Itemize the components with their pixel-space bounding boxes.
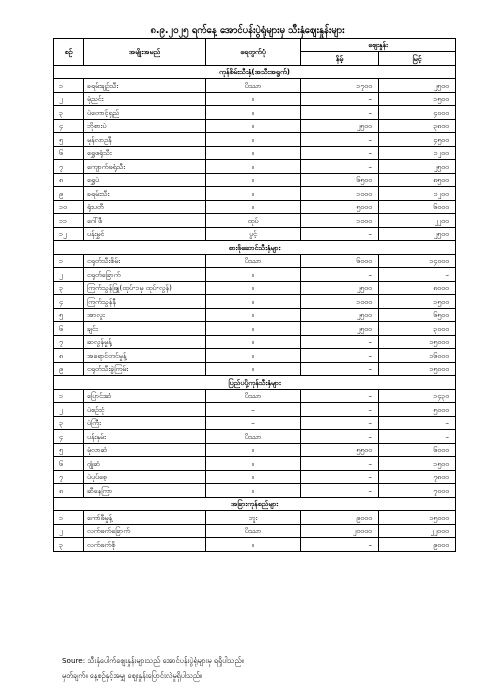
item-name: မုံညင်း <box>84 92 206 106</box>
row-number: ၆ <box>54 457 84 471</box>
table-row <box>54 484 456 498</box>
price-low: ၁၀၀၀ <box>301 214 379 228</box>
row-number: ၂ <box>54 524 84 538</box>
price-low: ၁၇၀၀ <box>301 79 379 93</box>
unit: ပိဿာ <box>206 389 301 403</box>
table-row <box>54 92 456 106</box>
price-high: ၁၅၀၀၀ <box>379 511 456 525</box>
item-name: ကျောက်ဖရုံသီး <box>84 160 206 174</box>
price-high: ၉၀၀၀ <box>379 538 456 552</box>
row-number: ၁ <box>54 254 84 268</box>
item-name: ပန်းနှမ်း <box>84 430 206 444</box>
item-name: ပန်းမွှင် <box>84 227 206 241</box>
table-row <box>54 470 456 484</box>
item-name: ပြောင်းဆံ <box>84 389 206 403</box>
unit: ။ <box>206 281 301 295</box>
price-high: ၄၀၀၀ <box>379 106 456 120</box>
price-table <box>53 38 456 552</box>
row-number: ၈ <box>54 349 84 363</box>
item-name: ပဲကြီး <box>84 416 206 430</box>
section-title: ပြည်ပပို့ကုန်သီးနှံများ <box>54 376 456 390</box>
price-low: – <box>301 146 379 160</box>
price-high: ၁၂၀၀ <box>379 146 456 160</box>
unit: ။ <box>206 200 301 214</box>
remark-line: မှတ်ချက်။ နေ့စဉ်နှင့်အမျှ ဈေးနှုန်းပြောင်းလဲမှုရှိပါသည်။ <box>62 671 203 680</box>
row-number: ၅ <box>54 443 84 457</box>
item-name: ကြက်သွန်ဖြူ(ထုပ်-၁မှ ထုပ်-လွန်) <box>84 281 206 295</box>
row-number: ၄ <box>54 119 84 133</box>
price-high: ၇၀၀၀ <box>379 484 456 498</box>
row-number: ၁ <box>54 79 84 93</box>
unit: ။ <box>206 335 301 349</box>
row-number: ၉ <box>54 362 84 376</box>
row-number: ၃ <box>54 106 84 120</box>
unit: ။ <box>206 538 301 552</box>
item-name: ဂေါ်ဖီ <box>84 214 206 228</box>
unit: ။ <box>206 295 301 309</box>
unit: ပွင့် <box>206 227 301 241</box>
item-name: ခရမ်းသီး <box>84 187 206 201</box>
unit: ဘူး <box>206 511 301 525</box>
row-number: ၂ <box>54 92 84 106</box>
item-name: ဂျုံဆံ <box>84 457 206 471</box>
table-row <box>54 173 456 187</box>
table-row <box>54 187 456 201</box>
unit: ။ <box>206 187 301 201</box>
table-row <box>54 524 456 538</box>
item-name: ကော်ဖီမှုန့် <box>84 511 206 525</box>
price-low: – <box>301 416 379 430</box>
price-low: – <box>301 92 379 106</box>
unit: ပိဿာ <box>206 79 301 93</box>
row-number: ၈ <box>54 484 84 498</box>
header-unit: ရေတွက်ပုံ <box>206 39 301 66</box>
price-high: ၁၄၃၀ <box>379 389 456 403</box>
price-high: ၆၀၀၀ <box>379 200 456 214</box>
item-name: ရွှေဖရုံသီး <box>84 146 206 160</box>
price-low: – <box>301 538 379 552</box>
row-number: ၁ <box>54 511 84 525</box>
table-row <box>54 349 456 363</box>
table-row <box>54 146 456 160</box>
row-number: ၁၂ <box>54 227 84 241</box>
price-high: ၅၀၀၀ <box>379 403 456 417</box>
item-name: ခရမ်းချဉ်သီး <box>84 79 206 93</box>
price-low: – <box>301 389 379 403</box>
item-name: မုံလာဆံ <box>84 443 206 457</box>
row-number: ၆ <box>54 322 84 336</box>
table-row <box>54 335 456 349</box>
price-low: ၅၀၀၀ <box>301 200 379 214</box>
item-name: ကြက်သွန်နီ <box>84 295 206 309</box>
unit: ။ <box>206 484 301 498</box>
unit: ။ <box>206 146 301 160</box>
section-row <box>54 241 456 255</box>
price-low: ၆၀၀၀ <box>301 254 379 268</box>
price-high: ၈၅၀၀ <box>379 173 456 187</box>
price-low: ၂၀၀၀၀ <box>301 524 379 538</box>
table-row <box>54 295 456 309</box>
price-high: ၂၅၀၀ <box>379 227 456 241</box>
header-row <box>54 39 456 52</box>
price-low: ၂၅၀၀ <box>301 308 379 322</box>
header-no: စဉ် <box>54 39 84 66</box>
price-low: – <box>301 484 379 498</box>
section-row <box>54 376 456 390</box>
section-row <box>54 497 456 511</box>
price-high: ၁၄၀၀၀ <box>379 254 456 268</box>
row-number: ၇ <box>54 335 84 349</box>
item-name: ငရုတ်ခြောက် <box>84 268 206 282</box>
price-low: ၂၅၀၀ <box>301 119 379 133</box>
unit: ။ <box>206 133 301 147</box>
table-row <box>54 119 456 133</box>
table-row <box>54 403 456 417</box>
price-high: – <box>379 416 456 430</box>
price-table-body <box>54 39 456 552</box>
row-number: ၄ <box>54 295 84 309</box>
price-high: ၂၂၀၀၀ <box>379 524 456 538</box>
section-title: အခြားကုန်စည်များ <box>54 497 456 511</box>
row-number: ၉ <box>54 187 84 201</box>
price-high: ၁၅၀၀ <box>379 92 456 106</box>
price-low: – <box>301 106 379 120</box>
price-low: ၉၀၀၀ <box>301 511 379 525</box>
row-number: ၁ <box>54 389 84 403</box>
price-low: – <box>301 470 379 484</box>
price-high: ၁၅၀၀၀ <box>379 362 456 376</box>
unit: ။ <box>206 308 301 322</box>
unit: ။ <box>206 443 301 457</box>
unit: ။ <box>206 322 301 336</box>
unit: ပိဿာ <box>206 524 301 538</box>
header-price: ဈေးနှုန်း <box>301 39 456 52</box>
header-name: အမျိုးအမည် <box>84 39 206 66</box>
unit: ။ <box>206 349 301 363</box>
header-low: နိမ့် <box>301 52 379 65</box>
unit: – <box>206 403 301 417</box>
unit: ပိဿာ <box>206 430 301 444</box>
table-row <box>54 443 456 457</box>
unit: ထုပ် <box>206 214 301 228</box>
row-number: ၃ <box>54 281 84 295</box>
item-name: အာလူး <box>84 308 206 322</box>
item-name: မုန်လာဥနီ <box>84 133 206 147</box>
price-high: ၂၅၀၀ <box>379 160 456 174</box>
price-high: ၇၈၀၀ <box>379 470 456 484</box>
price-low: – <box>301 430 379 444</box>
table-row <box>54 254 456 268</box>
table-row <box>54 133 456 147</box>
table-row <box>54 322 456 336</box>
price-low: ၆၅၀၀ <box>301 173 379 187</box>
item-name: ပဲတောင့်ရှည် <box>84 106 206 120</box>
price-high: ၂၂၀၀ <box>379 214 456 228</box>
price-low: ၂၅၀၀ <box>301 322 379 336</box>
table-row <box>54 538 456 552</box>
source-note <box>62 653 244 683</box>
price-high: ၄၅၀၀ <box>379 133 456 147</box>
section-title: စားဖိုဆောင်သီးနှံများ <box>54 241 456 255</box>
unit: ။ <box>206 470 301 484</box>
table-row <box>54 281 456 295</box>
item-name: အရောင်တင်မှုန့် <box>84 349 206 363</box>
price-low: – <box>301 362 379 376</box>
row-number: ၇ <box>54 470 84 484</box>
item-name: ချင်း <box>84 322 206 336</box>
row-number: ၅ <box>54 308 84 322</box>
row-number: ၂ <box>54 268 84 282</box>
table-row <box>54 457 456 471</box>
table-row <box>54 106 456 120</box>
table-row <box>54 389 456 403</box>
price-low: – <box>301 403 379 417</box>
price-high: ၃၈၀၀ <box>379 119 456 133</box>
row-number: ၄ <box>54 430 84 444</box>
item-name: ဆီနေကြာ <box>84 484 206 498</box>
price-low: – <box>301 268 379 282</box>
table-row <box>54 430 456 444</box>
section-row <box>54 65 456 79</box>
price-high: – <box>379 268 456 282</box>
header-high: မြင့် <box>379 52 456 65</box>
price-high: ၂၅၀၀ <box>379 79 456 93</box>
unit: ။ <box>206 106 301 120</box>
price-high: ၃၀၀၀ <box>379 322 456 336</box>
price-low: – <box>301 160 379 174</box>
row-number: ၃ <box>54 538 84 552</box>
price-high: ၁၂၀၀ <box>379 187 456 201</box>
unit: ။ <box>206 92 301 106</box>
item-name: ငရုတ်သီးခွဲကြမ်း <box>84 362 206 376</box>
item-name: လက်ဖက်ခြောက် <box>84 524 206 538</box>
row-number: ၆ <box>54 146 84 160</box>
table-row <box>54 511 456 525</box>
item-name: ဆလွန်မှုန့် <box>84 335 206 349</box>
item-name: ဘိုစားပဲ <box>84 119 206 133</box>
table-row <box>54 200 456 214</box>
table-row <box>54 362 456 376</box>
page-title: ၈.၉.၂၀၂၅ ရက်နေ့ အောင်ပန်းပွဲရုံများမှ သီးနှံဈေးနှုန်းများ <box>150 25 345 36</box>
table-row <box>54 416 456 430</box>
row-number: ၅ <box>54 133 84 147</box>
unit: ။ <box>206 119 301 133</box>
price-low: – <box>301 457 379 471</box>
price-high: ၁၆၀၀၀ <box>379 349 456 363</box>
item-name: ငရုတ်သီးစိမ်း <box>84 254 206 268</box>
row-number: ၃ <box>54 416 84 430</box>
item-name: ရုံးပတီ <box>84 200 206 214</box>
price-low: ၂၅၀၀ <box>301 281 379 295</box>
unit: ။ <box>206 160 301 174</box>
row-number: ၁၁ <box>54 214 84 228</box>
unit: ပိဿာ <box>206 254 301 268</box>
unit: ။ <box>206 173 301 187</box>
price-low: ၁၀၀၀ <box>301 295 379 309</box>
table-row <box>54 160 456 174</box>
price-low: – <box>301 227 379 241</box>
row-number: ၈ <box>54 173 84 187</box>
price-high: ၆၀၀၀ <box>379 443 456 457</box>
row-number: ၁၀ <box>54 200 84 214</box>
unit: ။ <box>206 268 301 282</box>
table-row <box>54 214 456 228</box>
item-name: ရွှေပဲ <box>84 173 206 187</box>
price-high: ၁၅၀၀၀ <box>379 335 456 349</box>
price-high: ၆၅၀၀ <box>379 308 456 322</box>
source-line: Soure: သီးနှံပေါက်ဈေးနှုန်းများသည် အောင်ပန်းပွဲရုံများမှ ရရှိပါသည်။ <box>62 656 244 665</box>
price-low: – <box>301 133 379 147</box>
row-number: ၂ <box>54 403 84 417</box>
price-low: – <box>301 335 379 349</box>
item-name: ပဲစဉ်းငုံ <box>84 403 206 417</box>
table-row <box>54 227 456 241</box>
item-name: လက်ဖက်စို <box>84 538 206 552</box>
section-title: ကုန်စိမ်းသီးနှံ(အသီးအရွက်) <box>54 65 456 79</box>
price-low: – <box>301 349 379 363</box>
item-name: ပဲပုပ်စေ့ <box>84 470 206 484</box>
unit: ။ <box>206 362 301 376</box>
price-high: ၁၅၀၀ <box>379 457 456 471</box>
row-number: ၇ <box>54 160 84 174</box>
table-row <box>54 79 456 93</box>
price-high: ၈၀၀၀ <box>379 281 456 295</box>
unit: ။ <box>206 457 301 471</box>
table-row <box>54 268 456 282</box>
table-row <box>54 308 456 322</box>
price-low: ၁၀၀၀ <box>301 187 379 201</box>
price-low: ၅၅၀၀ <box>301 443 379 457</box>
unit: – <box>206 416 301 430</box>
price-high: ၁၅၀၀ <box>379 295 456 309</box>
price-high: – <box>379 430 456 444</box>
